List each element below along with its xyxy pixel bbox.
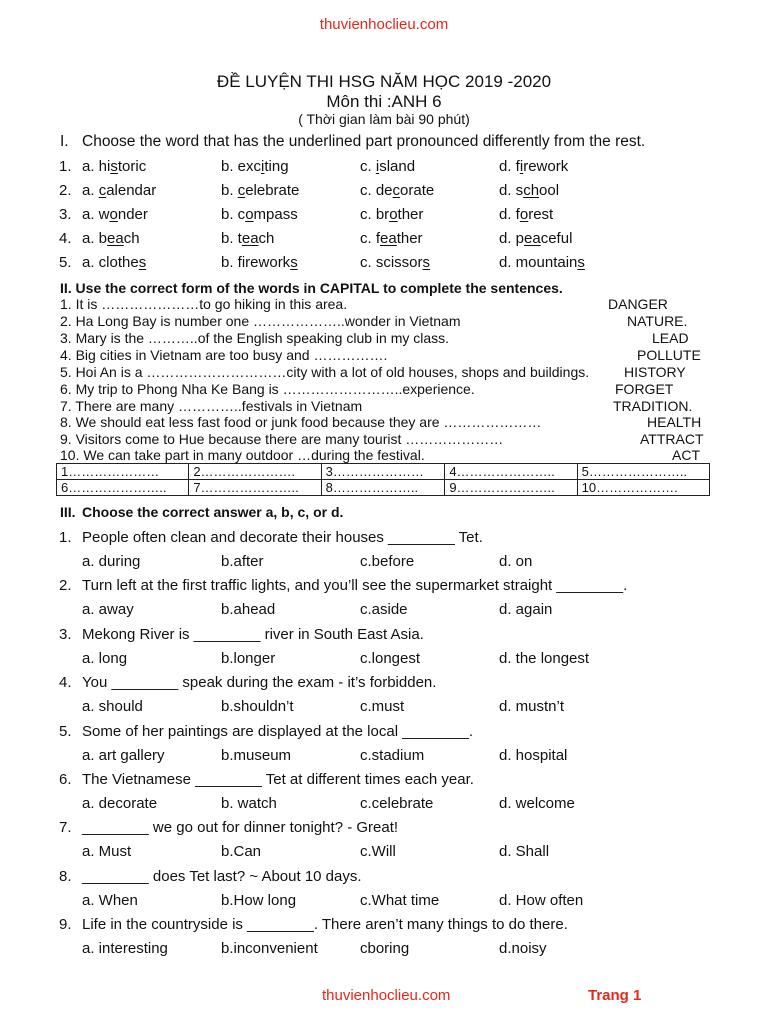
answer-option: b.museum [221,746,292,764]
option [82,206,148,223]
option [360,158,415,175]
option-prefix: c. de [360,182,393,199]
option-prefix: c. [360,158,376,175]
option-prefix: b. firework [221,254,291,271]
underlined-part: ea [380,230,397,247]
underlined-part: ea [107,230,124,247]
option [360,254,430,271]
answer-option: c.aside [360,601,408,619]
option [499,206,553,223]
answer-option: b. watch [221,795,277,812]
answer-option: d. welcome [499,795,575,812]
option-prefix: d. s [499,182,524,199]
question-text: ________ we go out for dinner tonight? - Great! [82,819,399,837]
answer-option: b.after [221,553,264,570]
option-prefix: a. b [82,230,108,247]
question-row [59,254,709,274]
option-prefix: c. br [360,206,390,223]
capital-word: NATURE. [627,313,688,329]
answer-cell: 4………………….. [445,464,577,480]
section1-number: I. [60,133,69,150]
answer-option: a. should [82,698,143,716]
option [82,230,140,247]
option [82,182,156,199]
question-text: People often clean and decorate their houses ________ Tet. [82,529,483,546]
answer-option: d. mustn’t [499,698,565,716]
answer-option: d. on [499,553,533,570]
answer-option: b.ahead [221,601,276,619]
question-number: 5. [59,722,72,740]
question-text: The Vietnamese ________ Tet at different times each year. [82,771,474,788]
option-prefix: b. t [221,230,242,247]
answer-row [57,480,710,496]
option [360,230,423,247]
option-suffix: ch [123,230,140,247]
answer-option: a. away [82,601,134,619]
answer-option: d. again [499,601,553,619]
underlined-part: i [519,158,524,175]
question-number: 2. [59,577,72,595]
underlined-part: s [138,254,147,271]
exam-duration: ( Thời gian làm bài 90 phút) [298,111,470,127]
question-text: Turn left at the first traffic lights, and you’ll see the supermarket straight ________. [82,577,628,595]
section3-number: III. [60,504,76,520]
underlined-part: o [245,206,254,223]
site-header: thuvienhoclieu.com [319,16,449,33]
option-suffix: alendar [106,182,157,199]
option-suffix: ther [396,230,423,247]
option-prefix: a. w [82,206,110,223]
sentence: 6. My trip to Phong Nha Ke Bang is ……………………..experience. [60,381,475,397]
question-text: You ________ speak during the exam - it’s forbidden. [82,674,437,692]
underlined-part: c [237,182,246,199]
section3-instruction: Choose the correct answer a, b, c, or d. [82,504,344,520]
exam-title: ĐỀ LUYỆN THI HSG NĂM HỌC 2019 -2020 [216,72,552,91]
option [360,182,434,199]
underlined-part: c [98,182,107,199]
option [82,254,146,271]
question-number: 1. [59,158,72,175]
question-text: ________ does Tet last? ~ About 10 days. [82,867,362,885]
page-number: Trang 1 [588,987,642,1004]
exam-subject: Môn thi :ANH 6 [326,92,442,111]
sentence: 5. Hoi An is a …………………………city with a lot of old houses, shops and buildings. [60,364,590,380]
option [499,254,585,271]
option [221,158,289,175]
option-prefix: a. hi [82,158,111,175]
answer-option: c.Will [360,843,396,861]
answer-option: d.noisy [499,940,547,958]
capital-word: ACT [672,447,700,463]
underlined-part: o [519,206,529,223]
sentence: 2. Ha Long Bay is number one ………………..wonder in Vietnam [60,313,461,329]
answer-option: a. interesting [82,940,168,958]
question-row [59,206,709,226]
question-number: 8. [59,867,72,885]
answer-cell: 10………………. [577,480,709,496]
option-suffix: orate [400,182,435,199]
option-suffix: rework [523,158,569,175]
option-prefix: b. [221,182,238,199]
section3-heading [60,504,343,520]
question-number: 3. [59,206,72,223]
answer-option: b.longer [221,649,276,667]
sentence: 7. There are many …………..festivals in Vietnam [60,398,363,414]
question [59,674,436,691]
answer-option: a. during [82,553,141,570]
question-number: 4. [59,674,72,692]
option-suffix: ceful [540,230,573,247]
answer-cell: 3………………… [321,464,445,480]
question [59,723,473,740]
underlined-part: s [110,158,118,175]
option-suffix: rest [528,206,554,223]
option-suffix: ther [397,206,424,223]
option-prefix: c. scissor [360,254,423,271]
underlined-part: ea [524,230,541,247]
answer-option: c.before [360,553,415,570]
answer-option: a. Must [82,843,132,861]
option [499,158,568,175]
sentence: 1. It is …………………to go hiking in this area. [60,296,348,312]
question-number: 5. [59,254,72,271]
answer-option: cboring [360,940,410,958]
question [59,771,474,788]
question [59,868,362,885]
answer-option: c.celebrate [360,795,434,812]
answer-option: a. long [82,649,128,667]
underlined-part: ea [241,230,259,247]
answer-option: a. decorate [82,795,158,812]
answer-cell: 7………………….. [189,480,321,496]
option-prefix: d. f [499,158,520,175]
question-row [59,158,709,178]
option-prefix: a. [82,182,99,199]
option-prefix: b. exc [221,158,262,175]
option-suffix: toric [117,158,147,175]
capital-word: TRADITION. [613,398,693,414]
question [59,819,398,836]
answer-option: d. the longest [499,649,590,667]
answer-cell: 1………………… [57,464,189,480]
question-number: 3. [59,625,72,643]
option-suffix: ch [258,230,275,247]
sentence: 9. Visitors come to Hue because there are many tourist ………………… [60,431,504,447]
underlined-part: o [389,206,398,223]
sentence: 8. We should eat less fast food or junk food because they are ………………… [60,414,542,430]
option-suffix: nder [117,206,148,223]
capital-word: DANGER [608,296,668,312]
answer-option: d. How often [499,891,584,909]
answer-option: b.Can [221,843,262,861]
option-prefix: d. f [499,206,520,223]
option-suffix: elebrate [245,182,300,199]
option-prefix: c. f [360,230,381,247]
answer-row [57,464,710,480]
answer-option: c.What time [360,891,440,909]
question-text: Some of her paintings are displayed at the local ________. [82,722,474,740]
option [221,254,298,271]
answer-option: b.shouldn’t [221,698,294,716]
option-suffix: sland [379,158,416,175]
underlined-part: o [109,206,118,223]
question-text: Mekong River is ________ river in South East Asia. [82,625,424,643]
question [59,916,568,933]
sentence: 3. Mary is the ………..of the English speaking club in my class. [60,330,450,346]
question-row [59,230,709,250]
section1-heading [60,133,645,151]
answer-option: a. art gallery [82,746,165,764]
question [59,626,424,643]
option-suffix: ool [539,182,560,199]
question-number: 4. [59,230,72,247]
underlined-part: i [375,158,380,175]
option [221,230,274,247]
capital-word: HISTORY [624,364,686,380]
underlined-part: ch [523,182,540,199]
option-prefix: d. p [499,230,525,247]
capital-word: LEAD [652,330,689,346]
answer-option: c.stadium [360,746,425,764]
capital-word: ATTRACT [640,431,704,447]
question-number: 1. [59,529,72,546]
option [221,206,298,223]
capital-word: FORGET [615,381,674,397]
section1-instruction: Choose the word that has the underlined part pronounced differently from the rest. [82,133,646,150]
question-number: 6. [59,771,72,788]
answer-option: c.must [360,698,405,716]
sentence: 10. We can take part in many outdoor …during the festival. [60,447,425,463]
underlined-part: s [422,254,431,271]
question [59,577,627,594]
underlined-part: i [261,158,265,175]
option [499,230,572,247]
answer-option: b.inconvenient [221,940,318,958]
question [59,529,483,546]
option [221,182,299,199]
option-suffix: ting [264,158,289,175]
section2-heading: II. Use the correct form of the words in CAPITAL to complete the sentences. [60,280,563,296]
answer-option: c.longest [360,649,421,667]
answer-option: d. hospital [499,746,568,764]
answer-cell: 8……………….. [321,480,445,496]
capital-word: HEALTH [647,414,702,430]
option-prefix: b. c [221,206,246,223]
answer-cell: 5………………….. [577,464,709,480]
question-number: 9. [59,916,72,934]
option-prefix: a. clothe [82,254,139,271]
question-number: 2. [59,182,72,199]
question-row [59,182,709,202]
site-footer: thuvienhoclieu.com [322,987,451,1004]
sentence: 4. Big cities in Vietnam are too busy and ……………. [60,347,388,363]
underlined-part: s [290,254,298,271]
option [82,158,146,175]
underlined-part: s [577,254,585,271]
underlined-part: c [392,182,401,199]
answer-cell: 6………………….. [57,480,189,496]
question-text: Life in the countryside is ________. There aren’t many things to do there. [82,916,568,934]
option [499,182,559,199]
capital-word: POLLUTE [637,347,701,363]
option [360,206,423,223]
answer-option: a. When [82,891,138,909]
option-suffix: mpass [253,206,298,223]
answer-option: b.How long [221,891,297,909]
question-number: 7. [59,819,72,837]
option-prefix: d. mountain [499,254,578,271]
answer-table [56,463,710,496]
answer-option: d. Shall [499,843,550,861]
answer-cell: 9………………….. [445,480,577,496]
answer-cell: 2…………………. [189,464,321,480]
